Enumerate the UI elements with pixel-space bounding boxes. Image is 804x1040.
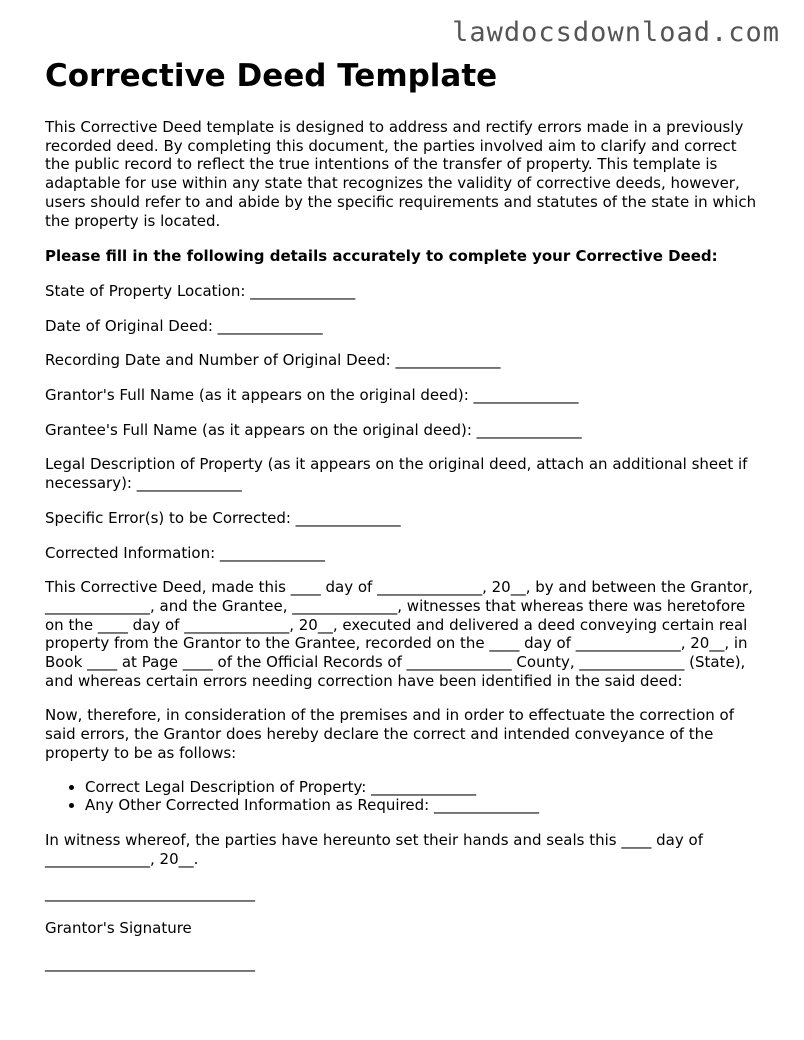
list-item: • Correct Legal Description of Property: ______________: [85, 778, 761, 797]
document-page: [45, 56, 761, 989]
field-recording-date-number: Recording Date and Number of Original Deed: ______________: [45, 351, 501, 370]
conveyance-paragraph: Now, therefore, in consideration of the premises and in order to effectuate the correction of said errors, the Grantor does hereby declare the correct and intended conveyance of the property to be as follows:: [45, 706, 735, 762]
field-grantor-name: Grantor's Full Name (as it appears on the original deed): ______________: [45, 386, 579, 405]
deed-body-paragraph: This Corrective Deed, made this ____ day of ______________, 20__, by and between the Grantor, ______________, and the Grantee, ______________, witnesses that whereas there was heretofore on the ____ day of ______________, 20__, executed and delivered a deed conveying certain real property from the Grantor to the Grantee, recorded on the ____ day of ______________, 20__, in Book ____ at Page ____ of the Official Records of ______________ County, ______________ (State), and whereas certain errors needing correction have been identified in the said deed:: [45, 578, 753, 690]
field-specific-errors: Specific Error(s) to be Corrected: ______________: [45, 508, 401, 527]
intro-paragraph: This Corrective Deed template is designed to address and rectify errors made in a previously recorded deed. By completing this document, the parties involved aim to clarify and correct the public record to reflect the true intentions of the transfer of property. This template is adaptable for use within any state that recognizes the validity of corrective deeds, however, users should refer to and abide by the specific requirements and statutes of the state in which the property is located.: [45, 118, 757, 230]
signature-line-2: ____________________________: [45, 953, 255, 972]
field-date-of-original-deed: Date of Original Deed: ______________: [45, 316, 323, 335]
signature-line: ____________________________: [45, 884, 255, 903]
list-item: • Any Other Corrected Information as Required: ______________: [85, 796, 761, 815]
instruction-heading: Please fill in the following details accurately to complete your Corrective Deed:: [45, 247, 718, 266]
witness-paragraph: In witness whereof, the parties have hereunto set their hands and seals this ____ day of ______________, 20__.: [45, 830, 703, 868]
watermark-text: lawdocsdownload.com: [452, 17, 780, 48]
grantor-signature-label: Grantor's Signature: [45, 919, 192, 938]
page-title: Corrective Deed Template: [45, 58, 498, 94]
field-corrected-information: Corrected Information: ______________: [45, 543, 325, 562]
field-state-of-property: State of Property Location: ______________: [45, 281, 356, 300]
corrections-list: [45, 778, 761, 815]
field-grantee-name: Grantee's Full Name (as it appears on the original deed): ______________: [45, 420, 582, 439]
field-legal-description: Legal Description of Property (as it appears on the original deed, attach an additional sheet if necessary): ______________: [45, 455, 748, 493]
